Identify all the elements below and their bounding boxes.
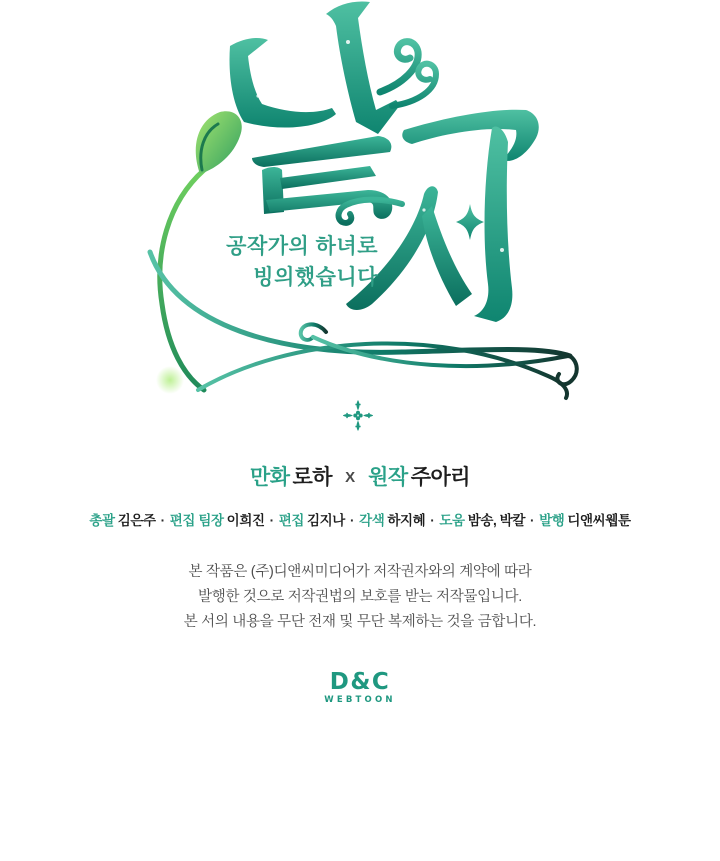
staff-item: 발행 디앤씨웹툰 — [539, 513, 631, 528]
staff-item: 편집 팀장 이희진 — [169, 513, 265, 528]
publisher-sub-label: WEBTOON — [324, 695, 396, 705]
original-author-name: 주아리 — [410, 466, 471, 489]
credits-x-separator: X — [345, 469, 356, 486]
subtitle — [150, 231, 378, 293]
staff-separator: · — [269, 513, 274, 528]
copyright-notice — [0, 560, 720, 635]
staff-credits — [0, 509, 720, 529]
staff-separator: · — [160, 513, 165, 528]
cross-fleury-ornament-icon — [343, 399, 373, 432]
staff-separator: · — [430, 513, 435, 528]
staff-separator: · — [349, 513, 355, 528]
staff-item: 도움 밤송, 박칼 — [439, 513, 525, 528]
title-calligraphy-svg — [140, 0, 580, 420]
original-role-label: 원작 — [368, 466, 408, 489]
publisher-name: D&C — [329, 669, 391, 695]
copyright-line-3: 본 서의 내용을 무단 전재 및 무단 복제하는 것을 금합니다. — [183, 614, 537, 630]
staff-item: 각색 하지혜 — [359, 513, 426, 528]
staff-item: 편집 김지나 — [278, 513, 345, 528]
publisher-logo — [0, 671, 720, 705]
subtitle-line-2: 빙의했습니다 — [253, 266, 378, 289]
staff-item: 총괄 김은주 — [89, 513, 156, 528]
author-name: 로하 — [292, 466, 333, 489]
title-logo-art — [140, 0, 580, 420]
creator-credits — [0, 461, 720, 491]
copyright-line-1: 본 작품은 (주)디앤씨미디어가 저작권자와의 계약에 따라 — [188, 564, 532, 580]
author-role-label: 만화 — [249, 466, 290, 489]
copyright-line-2: 발행한 것으로 저작권법의 보호를 받는 저작물입니다. — [198, 589, 522, 605]
staff-separator: · — [529, 513, 535, 528]
subtitle-line-1: 공작가의 하녀로 — [226, 235, 378, 258]
